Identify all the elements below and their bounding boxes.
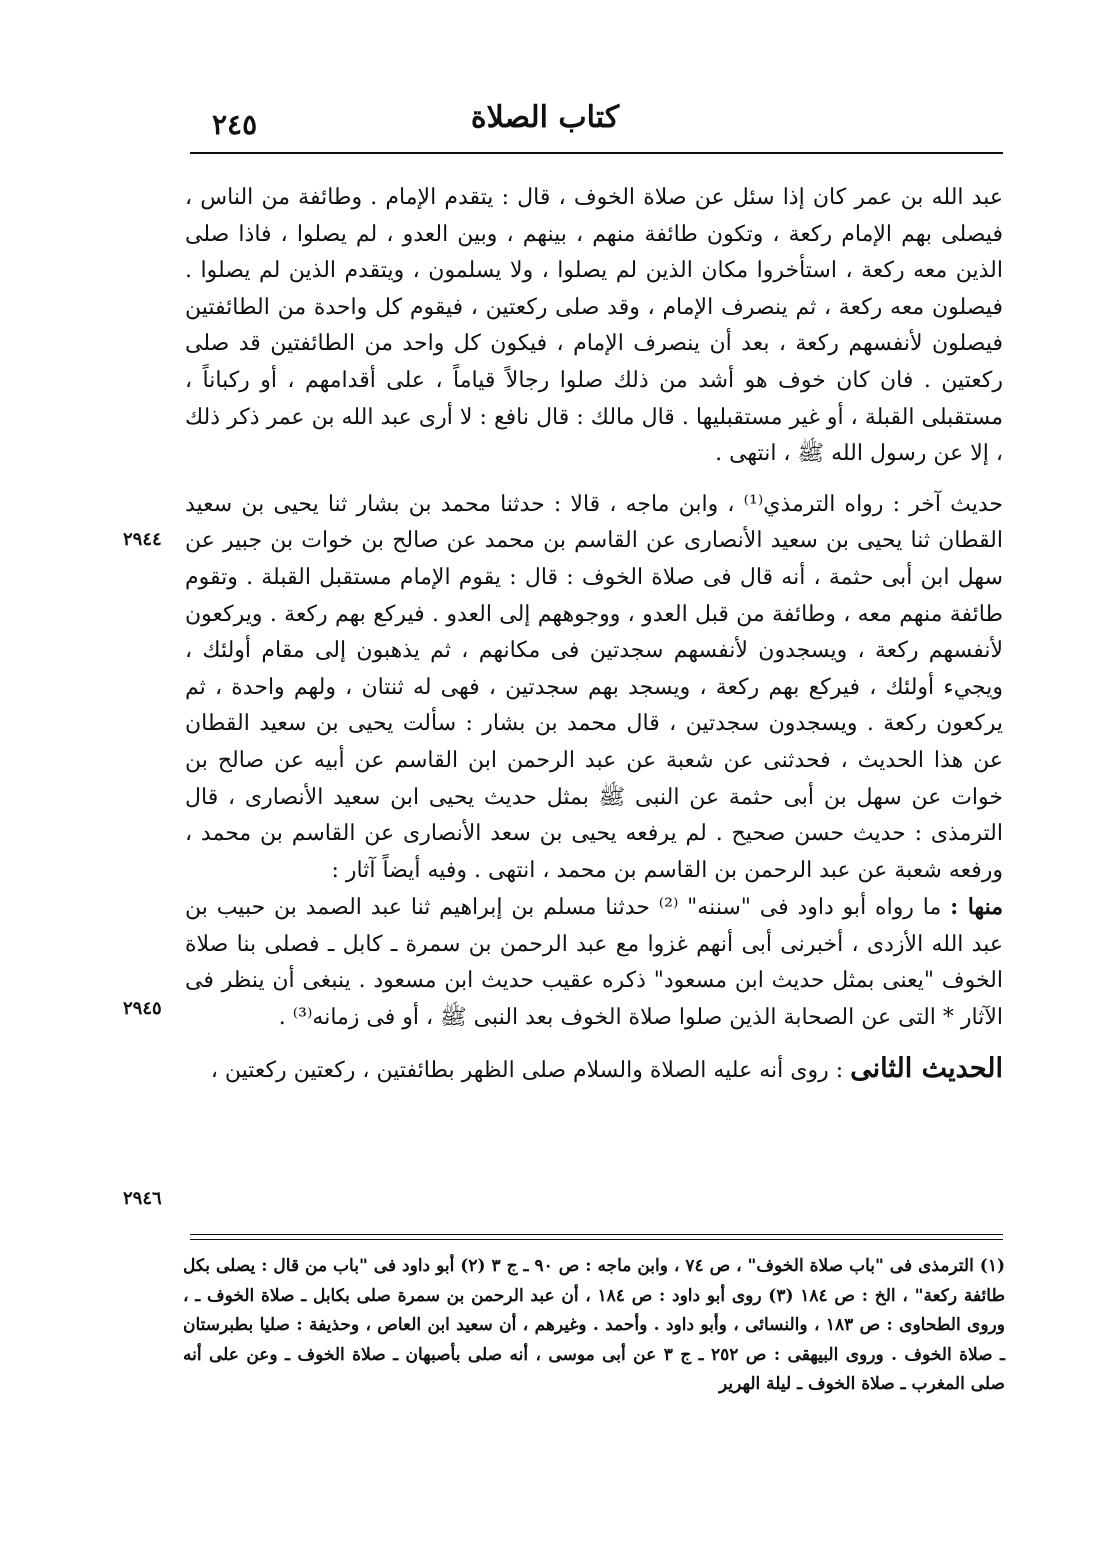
- running-header-title: كتاب الصلاة: [470, 100, 620, 135]
- paragraph-hadith-2944: حديث آخر : رواه الترمذي⁽¹⁾ ، وابن ماجه ، قالا : حدثنا محمد بن بشار ثنا يحيى بن سعيد القطان ثنا يحيى بن سعيد الأنصارى عن القاسم بن محمد عن صالح بن خوات بن جبير عن سهل ابن أبى حثمة ، أنه قال فى صلاة الخوف : قال : يقوم الإمام مستقبل القبلة . وتقوم طائفة منهم معه ، وطائفة من قبل العدو ، ووجوههم إلى العدو . فيركع بهم ركعة . ويركعون لأنفسهم ركعة ، ويسجدون لأنفسهم سجدتين فى مكانهم ، ثم يذهبون إلى مقام أولئك ، ويجيء أولئك ، فيركع بهم ركعة ، ويسجد بهم سجدتين ، فهى له ثنتان ، ولهم واحدة ، ثم يركعون ركعة . ويسجدون سجدتين ، قال محمد بن بشار : سألت يحيى بن سعيد القطان عن هذا الحديث ، فحدثنى عن شعبة عن عبد الرحمن ابن القاسم عن أبيه عن صالح بن خوات عن سهل بن أبى حثمة عن النبى ﷺ بمثل حديث يحيى ابن سعيد الأنصارى ، قال الترمذى : حديث حسن صحيح . لم يرفعه يحيى بن سعد الأنصارى عن القاسم بن محمد ، ورفعه شعبة عن عبد الرحمن بن القاسم بن محمد ، انتهى . وفيه أيضاً آثار :: [185, 491, 1004, 883]
- paragraph-hadith-2945: منها : ما رواه أبو داود فى "سننه" ⁽²⁾ حدثنا مسلم بن إبراهيم ثنا عبد الصمد بن حبيب بن عبد الله الأزدى ، أخبرنى أبى أنهم غزوا مع عبد الرحمن بن سمرة ـ كابل ـ فصلى بنا صلاة الخوف "يعنى بمثل حديث ابن مسعود" ذكره عقيب حديث ابن مسعود . ينبغى أن ينظر فى الآثار * التى عن الصحابة الذين صلوا صلاة الخوف بعد النبى ﷺ ، أو فى زمانه⁽³⁾ .: [185, 894, 1003, 1031]
- paragraph-athar-ibn-umar: عبد الله بن عمر كان إذا سئل عن صلاة الخوف ، قال : يتقدم الإمام . وطائفة من الناس ، فيصلى بهم الإمام ركعة ، وتكون طائفة منهم ، بينهم ، وبين العدو ، لم يصلوا ، فاذا صلى الذين معه ركعة ، استأخروا مكان الذين لم يصلوا ، ولا يسلمون ، ويتقدم الذين لم يصلوا . فيصلون معه ركعة ، ثم ينصرف الإمام ، وقد صلى ركعتين ، فيقوم كل واحدة من الطائفتين فيصلون لأنفسهم ركعة ، بعد أن ينصرف الإمام ، فيكون كل واحد من الطائفتين قد صلى ركعتين . فان كان خوف هو أشد من ذلك صلوا رجالاً قياماً ، على أقدامهم ، أو ركباناً ، مستقبلى القبلة ، أو غير مستقبليها . قال مالك : قال نافع : لا أرى عبد الله بن عمر ذكر ذلك ، إلا عن رسول الله ﷺ ، انتهى .: [185, 185, 1003, 467]
- paragraph-hadith-2946: الحديث الثانى : روى أنه عليه الصلاة والسلام صلى الظهر بطائفتين ، ركعتين ركعتين ،: [210, 1052, 1003, 1084]
- footnote-rule: [190, 1234, 1003, 1235]
- main-text: [185, 180, 1003, 1089]
- footnote-text: (١) الترمذى فى "باب صلاة الخوف" ، ص ٧٤ ، وابن ماجه : ص ٩٠ ـ ج ٣ (٢) أبو داود فى "باب من قال : يصلى بكل طائفة ركعة" ، الخ : ص ١٨٤ (٣) روى أبو داود : ص ١٨٤ ، أن عبد الرحمن بن سمرة صلى بكابل ـ صلاة الخوف ـ ، وروى الطحاوى : ص ١٨٣ ، والنسائى ، وأبو داود . وأحمد . وغيرهم ، أن سعيد ابن العاص ، وحذيفة : صليا بطبرستان ـ صلاة الخوف . وروى البيهقى : ص ٢٥٢ ـ ج ٣ عن أبى موسى ، أنه صلى بأصبهان ـ صلاة الخوف ـ وعن على أنه صلى المغرب ـ صلاة الخوف ـ ليلة الهرير: [183, 1256, 1006, 1394]
- footnote-rule: [190, 1239, 1003, 1240]
- hadith-number: ٢٩٤٦: [123, 1188, 162, 1209]
- hadith-number: ٢٩٤٤: [123, 529, 162, 550]
- lead-word-minha: منها :: [950, 894, 1003, 921]
- page-number: ٢٤٥: [212, 108, 258, 141]
- header-rule: [190, 152, 1003, 154]
- footnotes: [183, 1252, 1005, 1400]
- hadith-number: ٢٩٤٥: [123, 998, 162, 1019]
- lead-word-hadith-thani: الحديث الثانى: [850, 1052, 1003, 1084]
